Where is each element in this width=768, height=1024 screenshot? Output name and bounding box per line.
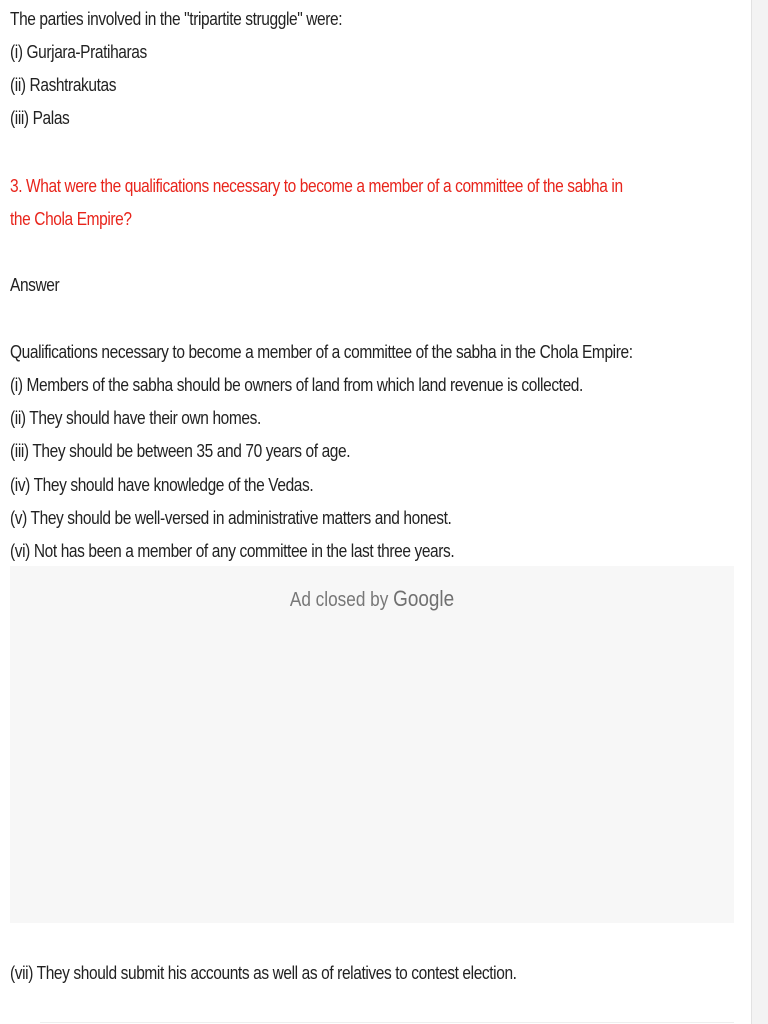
- intro-text: The parties involved in the "tripartite struggle" were:: [10, 9, 343, 29]
- ad-closed-text: Ad closed by: [289, 589, 389, 611]
- answer-item-4: (iv) They should have knowledge of the Vedas.: [10, 475, 314, 495]
- answer-item-5: (v) They should be well-versed in administrative matters and honest.: [10, 508, 452, 528]
- answer-item-7: (vii) They should submit his accounts as well as of relatives to contest election.: [10, 963, 517, 983]
- google-logo-text[interactable]: Google: [393, 586, 455, 611]
- answer-lead: Qualifications necessary to become a member of a committee of the sabha in the Chola Empire:: [10, 342, 633, 362]
- answer-item-2: (ii) They should have their own homes.: [10, 408, 261, 428]
- intro-item-2: (ii) Rashtrakutas: [10, 75, 117, 95]
- intro-item-3: (iii) Palas: [10, 108, 70, 128]
- ad-closed-label: [61, 586, 684, 612]
- intro-item-1: (i) Gurjara-Pratiharas: [10, 42, 147, 62]
- ad-placeholder: [10, 566, 734, 923]
- answer-item-6: (vi) Not has been a member of any committee in the last three years.: [10, 541, 455, 561]
- scrollbar-track[interactable]: [751, 0, 768, 1024]
- answer-label: Answer: [10, 275, 60, 295]
- question-heading-line-2: the Chola Empire?: [10, 209, 132, 229]
- answer-item-1: (i) Members of the sabha should be owners of land from which land revenue is collected.: [10, 375, 583, 395]
- answer-item-3: (iii) They should be between 35 and 70 years of age.: [10, 441, 351, 461]
- divider: [40, 1022, 734, 1023]
- question-heading-line-1: 3. What were the qualifications necessary to become a member of a committee of the sabha in: [10, 176, 623, 196]
